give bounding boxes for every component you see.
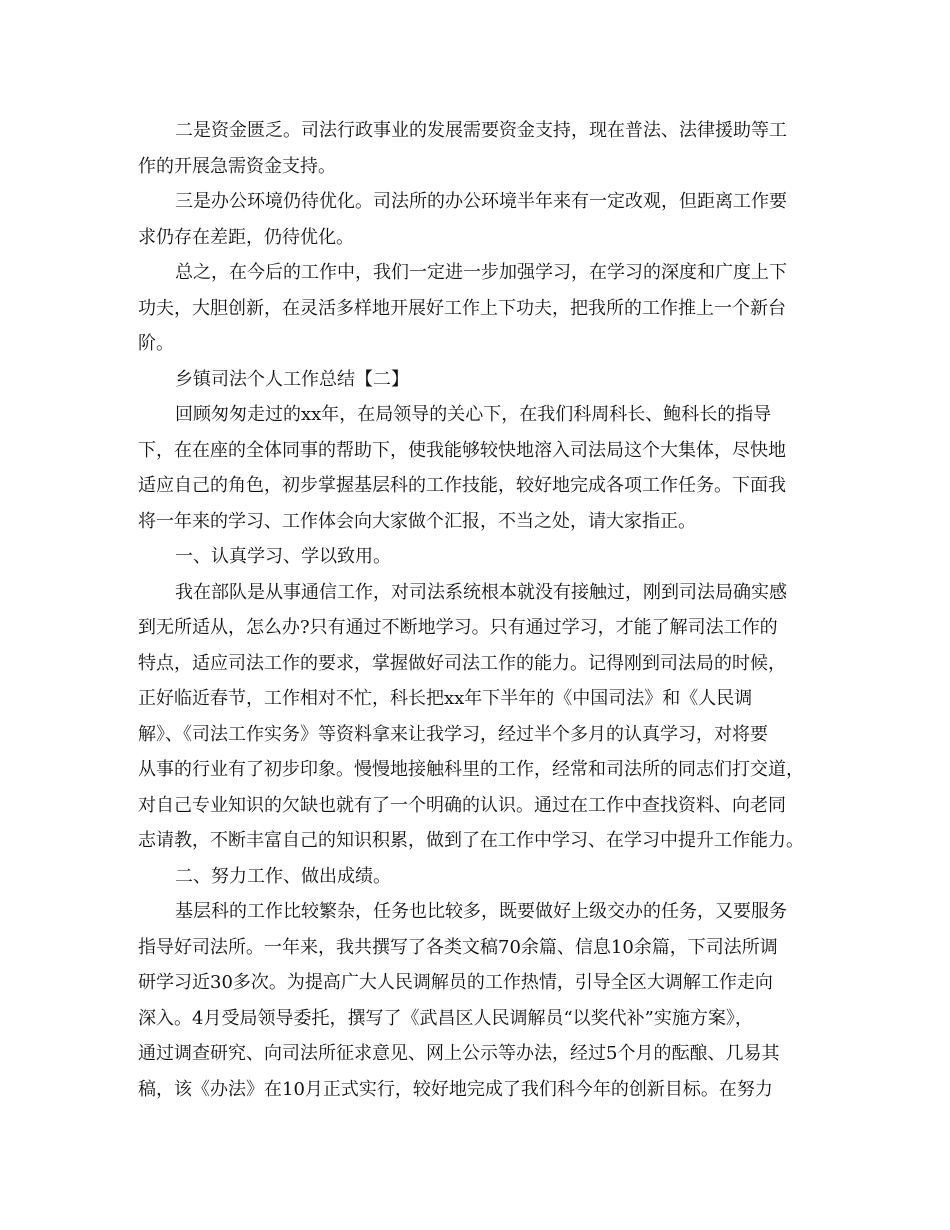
text-line: 深入。4月受局领导委托，撰写了《武昌区人民调解员“以奖代补”实施方案》， xyxy=(138,1007,753,1029)
text-line: 到无所适从，怎么办?只有通过不断地学习。只有通过学习，才能了解司法工作的 xyxy=(138,617,778,638)
text-line: 志请教，不断丰富自己的知识积累，做到了在工作中学习、在学习中提升工作能力。 xyxy=(138,830,804,851)
text-line: 稿，该《办法》在10月正式实行，较好地完成了我们科今年的创新目标。在努力 xyxy=(138,1078,773,1100)
text-line: 阶。 xyxy=(138,333,174,354)
text-line: 总之，在今后的工作中，我们一定进一步加强学习，在学习的深度和广度上下 xyxy=(175,262,787,283)
text-line: 下，在在座的全体同事的帮助下，使我能够较快地溶入司法局这个大集体，尽快地 xyxy=(138,439,786,461)
text-line: 求仍存在差距，仍待优化。 xyxy=(138,226,354,248)
text-line: 三是办公环境仍待优化。司法所的办公环境半年来有一定改观，但距离工作要 xyxy=(175,191,787,212)
text-line: 从事的行业有了初步印象。慢慢地接触科里的工作，经常和司法所的同志们打交道， xyxy=(138,759,804,780)
text-line: 指导好司法所。一年来，我共撰写了各类文稿70余篇、信息10余篇，下司法所调 xyxy=(138,936,778,958)
text-line: 特点，适应司法工作的要求，掌握做好司法工作的能力。记得刚到司法局的时候， xyxy=(138,652,786,674)
text-line: 我在部队是从事通信工作，对司法系统根本就没有接触过，刚到司法局确实感 xyxy=(175,581,787,603)
text-line: 对自己专业知识的欠缺也就有了一个明确的认识。通过在工作中查找资料、向老同 xyxy=(138,794,786,816)
text-line: 研学习近30多次。为提高广大人民调解员的工作热情，引导全区大调解工作走向 xyxy=(138,972,773,993)
text-line: 一、认真学习、学以致用。 xyxy=(175,546,391,567)
text-line: 将一年来的学习、工作体会向大家做个汇报，不当之处，请大家指正。 xyxy=(138,510,696,532)
text-line: 正好临近春节，工作相对不忙，科长把xx年下半年的《中国司法》和《人民调 xyxy=(138,688,753,709)
text-line: 回顾匆匆走过的xx年，在局领导的关心下，在我们科周科长、鲍科长的指导 xyxy=(175,404,772,425)
text-line: 二是资金匮乏。司法行政事业的发展需要资金支持，现在普法、法律援助等工 xyxy=(175,120,787,141)
text-line: 作的开展急需资金支持。 xyxy=(138,155,336,177)
text-line: 功夫，大胆创新，在灵活多样地开展好工作上下功夫，把我所的工作推上一个新台 xyxy=(138,297,786,319)
text-line: 适应自己的角色，初步掌握基层科的工作技能，较好地完成各项工作任务。下面我 xyxy=(138,475,786,496)
text-line: 二、努力工作、做出成绩。 xyxy=(175,865,391,887)
text-line: 解》、《司法工作实务》等资料拿来让我学习，经过半个多月的认真学习，对将要 xyxy=(138,723,768,745)
text-line: 乡镇司法个人工作总结【二】 xyxy=(175,368,409,390)
document-body xyxy=(138,113,828,1107)
text-line: 基层科的工作比较繁杂，任务也比较多，既要做好上级交办的任务，又要服务 xyxy=(175,901,787,922)
text-line: 通过调查研究、向司法所征求意见、网上公示等办法，经过5个月的酝酿、几易其 xyxy=(138,1043,780,1064)
